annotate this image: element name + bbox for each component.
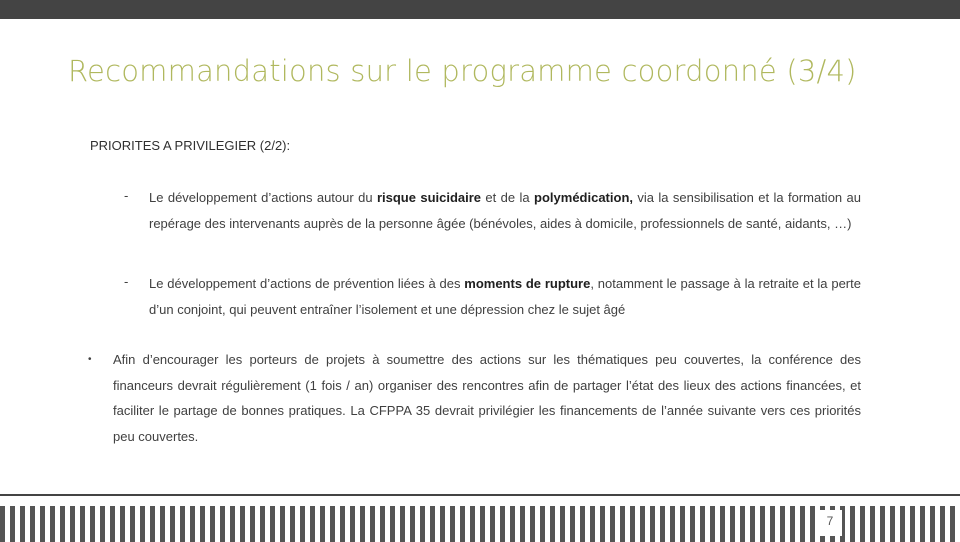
dash-bullet: - xyxy=(124,274,129,289)
paragraph-suicide-risk: Le développement d’actions autour du risque suicidaire et de la polymédication, via la sensibilisation et la formation au repérage des intervenants auprès de la personne âgée (bénévoles, aides à domicile, professionnels de santé, aidants, …) xyxy=(149,190,862,231)
emphasis: polymédication, xyxy=(534,190,633,205)
paragraph-financeurs: Afin d’encourager les porteurs de projets à soumettre des actions sur les thématiques peu couvertes, la conférence des financeurs devrait régulièrement (1 fois / an) organiser des rencontres afin de partager l’état des lieux des actions financées, et faciliter le partage de bonnes pratiques. La CFPPA 35 devrait privilégier les financements de l’année suivante vers ces priorités peu couvertes. xyxy=(113,352,861,444)
page-title: Recommandations sur le programme coordonné (3/4) xyxy=(68,54,857,88)
section-heading: PRIORITES A PRIVILEGIER (2/2): xyxy=(90,138,291,153)
paragraph-rupture-moments: Le développement d’actions de prévention liées à des moments de rupture, notamment le passage à la retraite et la perte d’un conjoint, qui peuvent entraîner l’isolement et une dépression chez le sujet âgé xyxy=(149,276,861,317)
emphasis: risque suicidaire xyxy=(376,190,482,205)
footer-stripes xyxy=(0,506,960,542)
dash-bullet: - xyxy=(124,188,129,203)
emphasis: moments de rupture xyxy=(464,276,591,291)
footer-band xyxy=(0,494,960,542)
top-bar xyxy=(0,0,960,19)
page-number: 7 xyxy=(818,510,842,536)
round-bullet: • xyxy=(88,354,92,365)
